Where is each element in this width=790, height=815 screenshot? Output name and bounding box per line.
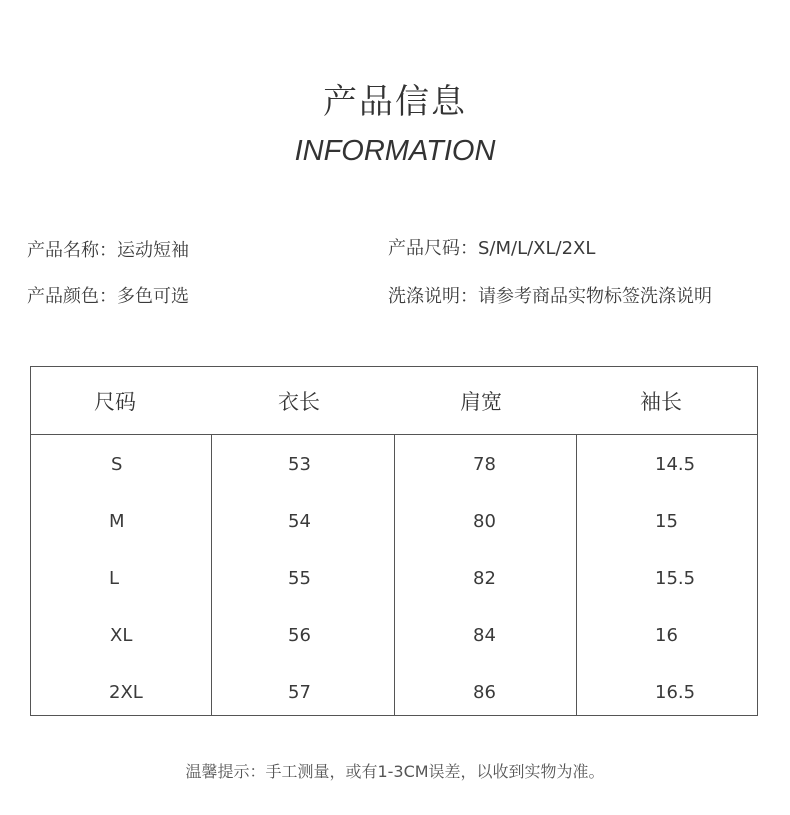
table-header <box>31 367 757 435</box>
cell-size: M <box>109 511 125 532</box>
size-table <box>30 366 758 716</box>
page-title: 产品信息 <box>323 82 467 122</box>
column-divider <box>211 434 212 715</box>
cell-shoulder: 78 <box>473 454 496 475</box>
cell-sleeve: 14.5 <box>655 454 696 475</box>
page-subtitle: INFORMATION <box>294 135 496 167</box>
info-value: 多色可选 <box>117 286 189 307</box>
info-label: 洗涤说明： <box>388 286 478 307</box>
info-value: 运动短袖 <box>117 240 189 261</box>
measurement-note: 温馨提示：手工测量，或有1-3CM误差，以收到实物为准。 <box>185 762 605 781</box>
cell-sleeve: 15.5 <box>655 568 696 589</box>
cell-sleeve: 16.5 <box>655 682 696 703</box>
cell-size: L <box>109 568 120 589</box>
info-label: 产品颜色： <box>27 286 117 307</box>
cell-shoulder: 80 <box>473 511 496 532</box>
info-product-size <box>388 237 595 261</box>
header-shoulder: 肩宽 <box>460 390 502 414</box>
info-label: 产品名称： <box>27 240 117 261</box>
cell-length: 56 <box>288 625 311 646</box>
header-size: 尺码 <box>94 390 136 414</box>
header-length: 衣长 <box>278 390 320 414</box>
info-product-color <box>27 285 189 309</box>
cell-size: 2XL <box>109 682 143 703</box>
cell-size: XL <box>110 625 133 646</box>
info-value: 请参考商品实物标签洗涤说明 <box>478 286 712 307</box>
info-label: 产品尺码： <box>388 238 478 259</box>
cell-shoulder: 82 <box>473 568 496 589</box>
cell-length: 53 <box>288 454 311 475</box>
cell-size: S <box>111 454 123 475</box>
info-wash-instructions <box>388 285 712 309</box>
cell-shoulder: 84 <box>473 625 496 646</box>
header-sleeve: 袖长 <box>640 390 682 414</box>
info-product-name <box>27 239 189 263</box>
cell-sleeve: 15 <box>655 511 678 532</box>
info-value: S/M/L/XL/2XL <box>478 238 596 259</box>
cell-length: 55 <box>288 568 311 589</box>
cell-shoulder: 86 <box>473 682 496 703</box>
cell-sleeve: 16 <box>655 625 678 646</box>
column-divider <box>394 434 395 715</box>
cell-length: 57 <box>288 682 311 703</box>
cell-length: 54 <box>288 511 311 532</box>
column-divider <box>576 434 577 715</box>
